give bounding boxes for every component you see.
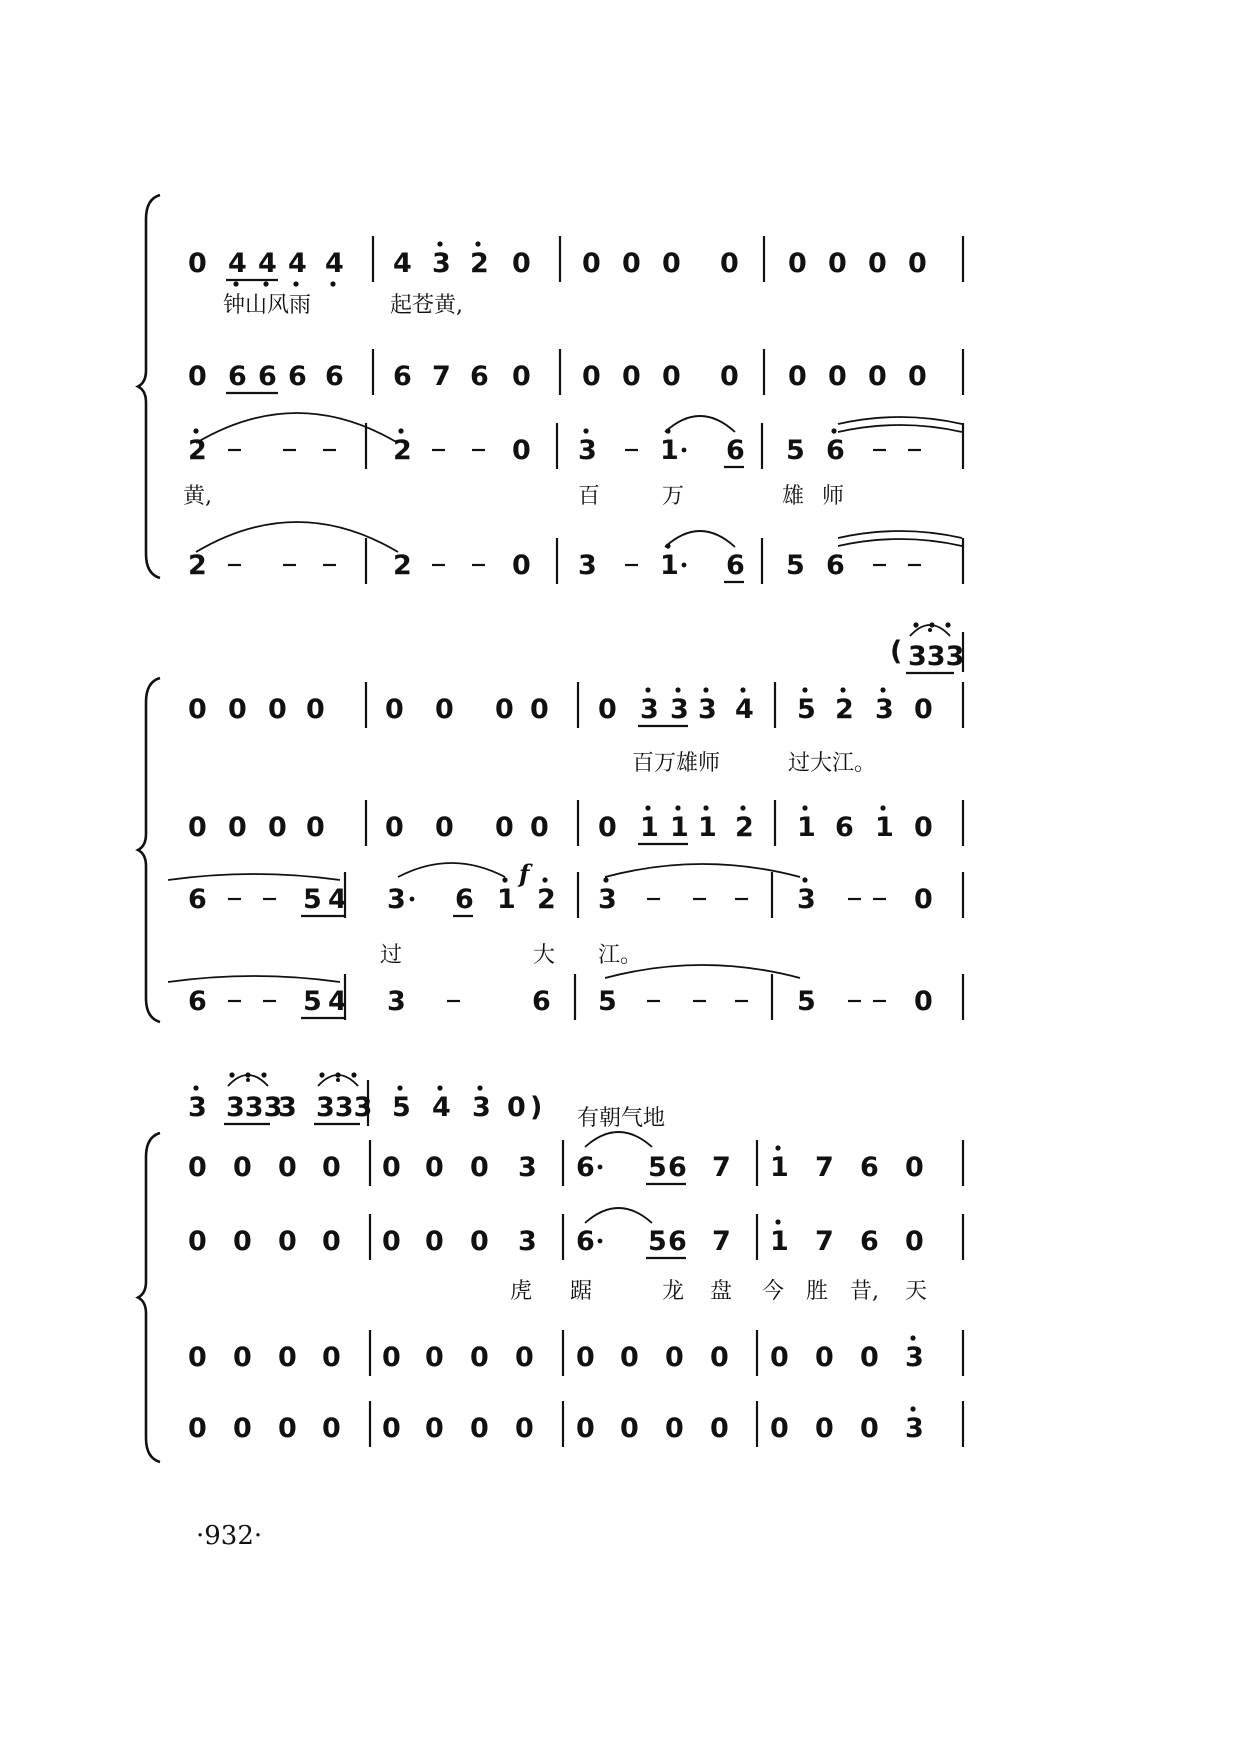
- note-0: 0: [435, 812, 454, 843]
- note-3: 3: [905, 1413, 924, 1444]
- note-4: 4: [288, 248, 307, 279]
- octave-dot: [437, 1085, 442, 1090]
- note-5: 5: [797, 694, 816, 725]
- note-2: 2: [835, 694, 854, 725]
- octave-dot: [675, 805, 680, 810]
- augmentation-dot: [682, 448, 687, 453]
- lyric: 过大江。: [788, 751, 877, 776]
- note-3: 3: [670, 694, 689, 725]
- note-0: 0: [815, 1413, 834, 1444]
- octave-dot: [477, 1085, 482, 1090]
- note-3: 3: [797, 884, 816, 915]
- octave-dot: [675, 687, 680, 692]
- note-0: 0: [382, 1342, 401, 1373]
- note-3: 3: [188, 1092, 207, 1123]
- note-0: 0: [188, 694, 207, 725]
- note-4: 4: [325, 248, 344, 279]
- note-7: 7: [432, 361, 451, 392]
- lyric: 盘: [710, 1279, 733, 1304]
- note-6: 6: [576, 1152, 595, 1183]
- note-0: 0: [908, 248, 927, 279]
- note-0: 0: [322, 1342, 341, 1373]
- note-0: 0: [470, 1152, 489, 1183]
- note-4: 4: [735, 694, 754, 725]
- augmentation-dot: [410, 897, 415, 902]
- slur: [665, 531, 735, 547]
- note-0: 0: [382, 1413, 401, 1444]
- note-2: 2: [393, 550, 412, 581]
- lyric: 钟山风雨: [223, 293, 312, 318]
- note-2: 2: [537, 884, 556, 915]
- note-5: 5: [786, 550, 805, 581]
- note-0: 0: [905, 1152, 924, 1183]
- note-0: 0: [662, 361, 681, 392]
- note-2: 2: [470, 248, 489, 279]
- note-0: 0: [720, 361, 739, 392]
- note-0: 0: [495, 694, 514, 725]
- note-2: 2: [188, 435, 207, 466]
- note-0: 0: [914, 812, 933, 843]
- note-0: 0: [710, 1342, 729, 1373]
- octave-dot: [831, 428, 836, 433]
- note-0: 0: [382, 1152, 401, 1183]
- note-0: 0: [914, 694, 933, 725]
- note-0: 0: [860, 1413, 879, 1444]
- note-0: 0: [322, 1226, 341, 1257]
- lyric: 昔,: [850, 1279, 879, 1304]
- note-0: 0: [188, 1226, 207, 1257]
- slur: [838, 425, 962, 432]
- note-5: 5: [648, 1152, 667, 1183]
- lyric: 龙: [662, 1279, 685, 1304]
- octave-dot: [261, 1072, 266, 1077]
- note-4: 4: [393, 248, 412, 279]
- note-6: 6: [860, 1226, 879, 1257]
- lyric: 黄,: [183, 484, 212, 509]
- note-0: 0: [710, 1413, 729, 1444]
- slur: [585, 1208, 652, 1223]
- octave-dot: [542, 877, 547, 882]
- fermata-dot: [246, 1078, 250, 1082]
- note-0: 0: [665, 1342, 684, 1373]
- note-0: 0: [507, 1092, 526, 1123]
- octave-dot: [840, 687, 845, 692]
- note-0: 0: [385, 694, 404, 725]
- interlude-paren: (: [890, 636, 903, 667]
- note-0: 0: [868, 361, 887, 392]
- augmentation-dot: [598, 1239, 603, 1244]
- lyric: 师: [822, 484, 845, 509]
- note-0: 0: [322, 1413, 341, 1444]
- note-0: 0: [233, 1152, 252, 1183]
- note-0: 0: [598, 812, 617, 843]
- note-3: 3: [698, 694, 717, 725]
- note-0: 0: [425, 1342, 444, 1373]
- note-1: 1: [497, 884, 516, 915]
- note-5: 5: [392, 1092, 411, 1123]
- note-4: 4: [258, 248, 277, 279]
- note-7: 7: [712, 1152, 731, 1183]
- octave-dot: [193, 428, 198, 433]
- lyric: 起苍黄,: [390, 293, 463, 318]
- note-0: 0: [512, 550, 531, 581]
- note-0: 0: [512, 435, 531, 466]
- page-number: ·932·: [196, 1521, 263, 1551]
- note-2: 2: [735, 812, 754, 843]
- note-6: 6: [532, 986, 551, 1017]
- note-6: 6: [258, 361, 277, 392]
- note-3: 3: [875, 694, 894, 725]
- augmentation-dot: [598, 1165, 603, 1170]
- slur: [838, 539, 962, 546]
- note-3: 3: [640, 694, 659, 725]
- slur: [196, 522, 398, 552]
- note-6: 6: [860, 1152, 879, 1183]
- octave-dot: [603, 877, 608, 882]
- lyric: 万: [662, 484, 685, 509]
- octave-dot: [645, 805, 650, 810]
- slur: [585, 1132, 652, 1147]
- note-3: 3: [278, 1092, 297, 1123]
- octave-dot: [802, 877, 807, 882]
- note-3: 3: [598, 884, 617, 915]
- note-6: 6: [668, 1152, 687, 1183]
- slur: [838, 417, 962, 424]
- note-6: 6: [726, 550, 745, 581]
- note-0: 0: [188, 248, 207, 279]
- expression-marking: 有朝气地: [577, 1106, 666, 1131]
- octave-dot: [740, 687, 745, 692]
- note-3: 3: [518, 1226, 537, 1257]
- lyric: 江。: [598, 943, 643, 968]
- lyric: 虎: [510, 1279, 533, 1304]
- note-0: 0: [228, 694, 247, 725]
- slur: [168, 874, 340, 880]
- note-0: 0: [582, 361, 601, 392]
- note-7: 7: [815, 1226, 834, 1257]
- slur: [168, 976, 340, 982]
- octave-dot: [502, 877, 507, 882]
- note-4: 4: [432, 1092, 451, 1123]
- octave-dot: [398, 428, 403, 433]
- system-brace: [138, 678, 160, 1022]
- note-0: 0: [385, 812, 404, 843]
- note-0: 0: [470, 1226, 489, 1257]
- note-0: 0: [278, 1342, 297, 1373]
- lyric: 踞: [570, 1279, 593, 1304]
- note-0: 0: [914, 986, 933, 1017]
- note-0: 0: [598, 694, 617, 725]
- augmentation-dot: [682, 563, 687, 568]
- note-0: 0: [512, 361, 531, 392]
- note-2: 2: [393, 435, 412, 466]
- lyric: 雄: [782, 484, 805, 509]
- octave-dot: [233, 281, 238, 286]
- slur: [196, 413, 398, 443]
- fermata-dot: [336, 1078, 340, 1082]
- note-0: 0: [233, 1413, 252, 1444]
- note-0: 0: [188, 1342, 207, 1373]
- lyric: 天: [905, 1279, 928, 1304]
- note-0: 0: [188, 1413, 207, 1444]
- note-3: 3: [387, 884, 406, 915]
- note-0: 0: [495, 812, 514, 843]
- octave-dot: [740, 805, 745, 810]
- octave-dot: [583, 428, 588, 433]
- note-0: 0: [620, 1342, 639, 1373]
- octave-dot: [802, 805, 807, 810]
- note-0: 0: [470, 1342, 489, 1373]
- note-0: 0: [188, 1152, 207, 1183]
- note-3: 3: [905, 1342, 924, 1373]
- lyric: 百万雄师: [632, 751, 721, 776]
- system-brace: [138, 1133, 160, 1462]
- note-4: 4: [328, 884, 347, 915]
- octave-dot: [229, 1072, 234, 1077]
- note-0: 0: [515, 1342, 534, 1373]
- note-0: 0: [622, 361, 641, 392]
- octave-dot: [351, 1072, 356, 1077]
- note-6: 6: [726, 435, 745, 466]
- note-0: 0: [306, 812, 325, 843]
- note-1: 1: [660, 550, 679, 581]
- note-0: 0: [868, 248, 887, 279]
- note-5: 5: [303, 884, 322, 915]
- note-0: 0: [470, 1413, 489, 1444]
- octave-dot: [645, 687, 650, 692]
- note-0: 0: [268, 694, 287, 725]
- octave-dot: [880, 805, 885, 810]
- note-0: 0: [382, 1226, 401, 1257]
- note-0: 0: [770, 1342, 789, 1373]
- octave-dot: [437, 241, 442, 246]
- note-0: 0: [233, 1342, 252, 1373]
- dynamic-marking: f: [519, 859, 530, 888]
- note-0: 0: [425, 1152, 444, 1183]
- note-3: 3: [387, 986, 406, 1017]
- octave-dot: [703, 687, 708, 692]
- note-5: 5: [598, 986, 617, 1017]
- note-0: 0: [228, 812, 247, 843]
- octave-dot: [880, 687, 885, 692]
- note-1: 1: [797, 812, 816, 843]
- fermata-dot: [928, 628, 932, 632]
- note-0: 0: [914, 884, 933, 915]
- octave-dot: [193, 1085, 198, 1090]
- note-4: 4: [228, 248, 247, 279]
- note-3: 3: [432, 248, 451, 279]
- note-0: 0: [828, 361, 847, 392]
- octave-dot: [775, 1145, 780, 1150]
- note-333: 333: [316, 1092, 373, 1123]
- note-0: 0: [815, 1342, 834, 1373]
- lyric: 胜: [806, 1279, 829, 1304]
- note-6: 6: [826, 435, 845, 466]
- octave-dot: [910, 1335, 915, 1340]
- lyric: 大: [533, 943, 556, 968]
- note-0: 0: [268, 812, 287, 843]
- note-3: 3: [578, 435, 597, 466]
- note-0: 0: [425, 1413, 444, 1444]
- note-6: 6: [455, 884, 474, 915]
- note-6: 6: [325, 361, 344, 392]
- octave-dot: [775, 1219, 780, 1224]
- note-0: 0: [576, 1413, 595, 1444]
- slur: [665, 416, 735, 432]
- note-6: 6: [288, 361, 307, 392]
- note-6: 6: [826, 550, 845, 581]
- octave-dot: [397, 1085, 402, 1090]
- slur: [398, 863, 505, 877]
- note-0: 0: [188, 361, 207, 392]
- note-4: 4: [328, 986, 347, 1017]
- note-3: 3: [472, 1092, 491, 1123]
- note-0: 0: [770, 1413, 789, 1444]
- note-333: 333: [226, 1092, 283, 1123]
- note-1: 1: [770, 1226, 789, 1257]
- note-0: 0: [905, 1226, 924, 1257]
- note-0: 0: [720, 248, 739, 279]
- note-1: 1: [640, 812, 659, 843]
- note-0: 0: [788, 361, 807, 392]
- note-5: 5: [303, 986, 322, 1017]
- note-0: 0: [530, 694, 549, 725]
- slur: [605, 864, 800, 877]
- note-3: 3: [518, 1152, 537, 1183]
- note-6: 6: [228, 361, 247, 392]
- note-6: 6: [576, 1226, 595, 1257]
- note-0: 0: [576, 1342, 595, 1373]
- octave-dot: [475, 241, 480, 246]
- note-2: 2: [188, 550, 207, 581]
- octave-dot: [263, 281, 268, 286]
- lyric: 今: [762, 1279, 785, 1304]
- note-0: 0: [188, 812, 207, 843]
- octave-dot: [293, 281, 298, 286]
- note-1: 1: [875, 812, 894, 843]
- note-0: 0: [662, 248, 681, 279]
- note-5: 5: [648, 1226, 667, 1257]
- note-0: 0: [278, 1226, 297, 1257]
- note-0: 0: [435, 694, 454, 725]
- octave-dot: [802, 687, 807, 692]
- note-7: 7: [712, 1226, 731, 1257]
- note-6: 6: [668, 1226, 687, 1257]
- note-5: 5: [786, 435, 805, 466]
- interlude-notes: 333: [908, 641, 965, 672]
- note-1: 1: [770, 1152, 789, 1183]
- note-0: 0: [278, 1152, 297, 1183]
- note-0: 0: [788, 248, 807, 279]
- note-0: 0: [233, 1226, 252, 1257]
- note-0: 0: [860, 1342, 879, 1373]
- note-0: 0: [908, 361, 927, 392]
- note-0: 0: [622, 248, 641, 279]
- octave-dot: [913, 622, 918, 627]
- note-0: 0: [425, 1226, 444, 1257]
- note-0: 0: [620, 1413, 639, 1444]
- note-0: 0: [512, 248, 531, 279]
- note-1: 1: [660, 435, 679, 466]
- lyric: 百: [578, 484, 601, 509]
- octave-dot: [703, 805, 708, 810]
- note-0: 0: [306, 694, 325, 725]
- note-6: 6: [393, 361, 412, 392]
- octave-dot: [910, 1406, 915, 1411]
- note-7: 7: [815, 1152, 834, 1183]
- note-6: 6: [188, 884, 207, 915]
- note-1: 1: [670, 812, 689, 843]
- note-0: 0: [322, 1152, 341, 1183]
- octave-dot: [319, 1072, 324, 1077]
- slur: [838, 531, 962, 538]
- system-brace: [138, 195, 160, 578]
- note-0: 0: [515, 1413, 534, 1444]
- note-6: 6: [188, 986, 207, 1017]
- note-): ): [530, 1092, 543, 1123]
- note-6: 6: [835, 812, 854, 843]
- note-0: 0: [278, 1413, 297, 1444]
- lyric: 过: [380, 943, 403, 968]
- octave-dot: [330, 281, 335, 286]
- note-6: 6: [470, 361, 489, 392]
- octave-dot: [945, 622, 950, 627]
- note-0: 0: [530, 812, 549, 843]
- note-0: 0: [828, 248, 847, 279]
- note-0: 0: [665, 1413, 684, 1444]
- note-1: 1: [698, 812, 717, 843]
- note-0: 0: [582, 248, 601, 279]
- note-3: 3: [578, 550, 597, 581]
- note-5: 5: [797, 986, 816, 1017]
